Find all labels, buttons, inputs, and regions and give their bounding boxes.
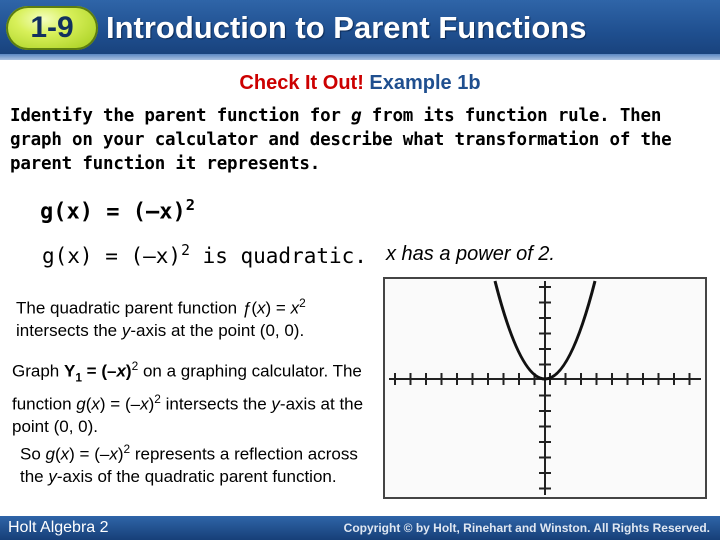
page-title: Introduction to Parent Functions [106,10,587,45]
calculator-screen [383,277,707,499]
axis-ticks [395,287,690,489]
example-subtitle [0,72,720,95]
quadratic-expr: g(x) = (–x) [42,244,182,268]
explanation-parent-function: The quadratic parent function ƒ(x) = $x^2$ intersects the y-axis at the point (0, 0). [16,296,306,340]
function-rule-exponent: 2 [185,196,195,214]
footer-course: Holt Algebra 2 [8,519,109,536]
explanation-reflection: So $g(x) = (-x)^2$ represents a reflection across the y-axis of the quadratic parent function. [20,442,358,486]
check-it-out-label: Check It Out! [239,72,364,94]
lesson-number: 1-9 [30,11,74,44]
problem-statement [10,104,712,176]
problem-text-rest: from its function rule. Then graph on your calculator and describe what transformation of the parent function it represents. [10,106,672,174]
parabola-graph [385,279,705,497]
power-note: x has a power of 2. [386,243,555,265]
footer-bar [0,516,720,540]
lesson-badge [6,6,98,50]
quadratic-statement [42,242,367,268]
explanation-graphing: Graph $Y_1 = (-x)^2$ on a graphing calculator. The function $g(x) = (-x)^2$ intersects the y-axis at the point (0, 0). [12,359,364,436]
function-rule [40,196,195,224]
header-bar [0,0,720,60]
problem-text: Identify the parent function for [10,106,352,126]
quadratic-exponent: 2 [181,242,190,259]
quadratic-rest: is quadratic. [189,244,367,268]
function-rule-expr: g(x) = (–x) [40,199,186,225]
problem-variable: g [351,106,362,126]
example-label: Example 1b [363,72,481,94]
footer-copyright: Copyright © by Holt, Rinehart and Winston. All Rights Reserved. [343,521,710,535]
